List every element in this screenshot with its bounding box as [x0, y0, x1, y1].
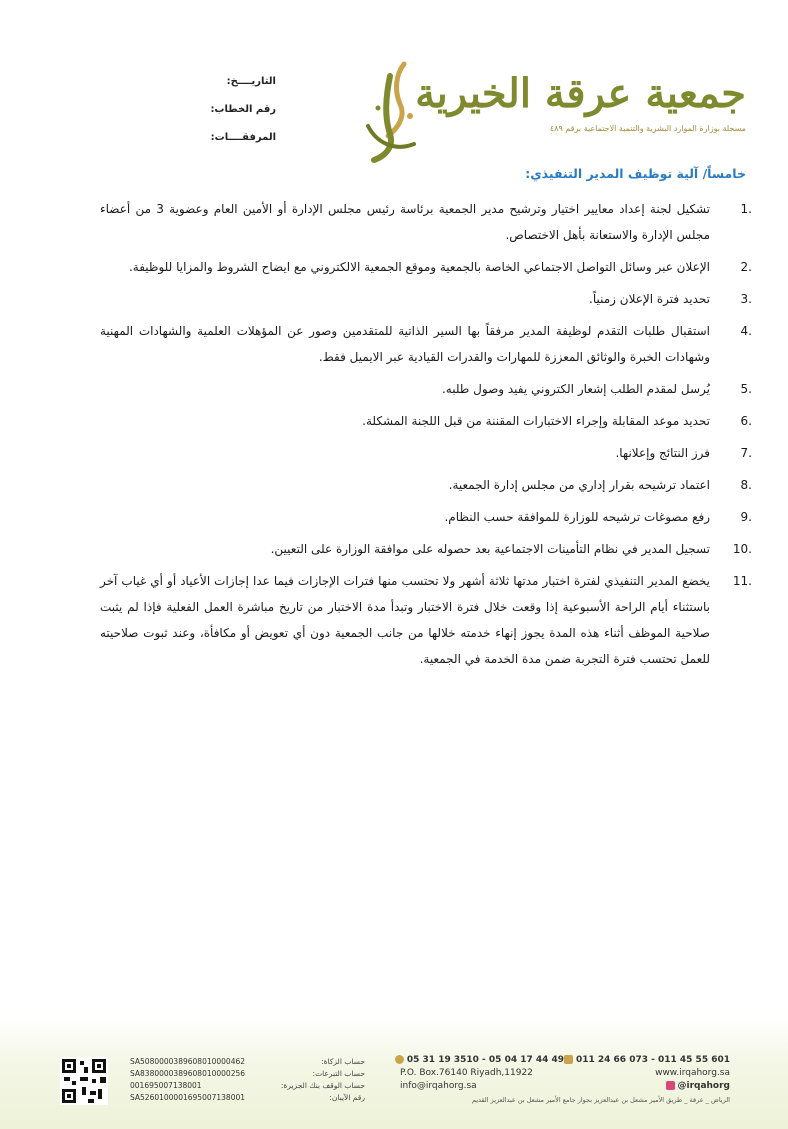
item-text: تسجيل المدير في نظام التأمينات الاجتماعية بعد حصوله على موافقة الوزارة على التعيين. [270, 542, 710, 556]
item-text: رفع مصوغات ترشيحه للوزارة للموافقة حسب النظام. [444, 510, 710, 524]
contact-block [400, 1055, 730, 1104]
list-item [100, 408, 752, 434]
email-link[interactable]: info@irqahorg.sa [400, 1081, 477, 1091]
item-text: تحديد فترة الإعلان زمنياً. [589, 292, 710, 306]
item-text: استقبال طلبات التقدم لوظيفة المدير مرفقاً بها السير الذاتية للمتقدمين وصور عن المؤهلات العلمية والشهادات المهنية وشهادات الخبرة والوثائق المعززة للمهارات والقدرات القيادية عبر الايميل فقط. [100, 324, 710, 364]
address-line: الرياض _ عرقة _ طريق الأمير مشعل بن عبدالعزيز بجوار جامع الأمير مشعل بن عبدالعزيز القديم [471, 1096, 730, 1104]
list-item [100, 286, 752, 312]
item-text: يخضع المدير التنفيذي لفترة اختبار مدتها ثلاثة أشهر ولا تحتسب منها فترات الإجازات فيما عدا إجازات الأعياد أو أي غياب آخر باستثناء أيام الراحة الأسبوعية إذا وقعت خلال فترة الاختبار وتبدأ مدة الاختبار من تاريخ مباشرة العمل الفعلية فإذا لم يثبت صلاحية الموظف أثناء هذه المدة يجوز إنهاء خدمته خلالها من جانب الجمعية دون أي تعويض أو مكافأة، وعند ثبوت صلاحيته للعمل تحتسب فترة التجربة ضمن مدة الخدمة في الجمعية. [100, 574, 710, 666]
phone-icon [564, 1055, 573, 1064]
section-title: خامساً/ آلية توظيف المدير التنفيذي: [525, 166, 746, 181]
bank-row: حساب الزكاة: SA5080000389608010000462 [130, 1057, 365, 1066]
item-number: 9. [740, 510, 752, 524]
website-link[interactable]: www.irqahorg.sa [655, 1068, 730, 1078]
attachments-label: المرفقــــات: [210, 132, 276, 143]
list-item [100, 472, 752, 498]
list-item [100, 440, 752, 466]
qr-code-icon [60, 1057, 108, 1105]
list-item [100, 376, 752, 402]
mobile-phones: 05 31 19 3510 - 05 04 17 44 49 [395, 1055, 564, 1068]
landline-phones: 011 24 66 073 - 011 45 55 601 [564, 1055, 730, 1068]
bank-row: حساب الوقف بنك الجزيرة: 001695007138001 [130, 1081, 365, 1090]
item-number: 7. [740, 446, 752, 460]
item-number: 11. [732, 574, 752, 588]
procedure-list [100, 196, 752, 678]
item-number: 6. [740, 414, 752, 428]
bank-row: رقم الآيبان: SA5260100001695007138001 [130, 1093, 365, 1102]
list-item [100, 196, 752, 248]
item-text: اعتماد ترشيحه بقرار إداري من مجلس إدارة الجمعية. [448, 478, 710, 492]
item-number: 4. [740, 324, 752, 338]
bank-accounts [130, 1057, 365, 1105]
item-number: 3. [740, 292, 752, 306]
item-text: يُرسل لمقدم الطلب إشعار الكتروني يفيد وصول طلبه. [441, 382, 710, 396]
letter-number-label: رقم الخطاب: [210, 104, 276, 115]
social-handle: @irqahorg [666, 1081, 730, 1094]
list-item [100, 568, 752, 672]
item-text: تشكيل لجنة إعداد معايير اختيار وترشيح مدير الجمعية برئاسة رئيس مجلس الإدارة أو الأمين العام وعضوية 3 من أعضاء مجلس الإدارة والاستعانة بأهل الاختصاص. [100, 202, 711, 242]
organization-name: جمعية عرقة الخيرية [415, 70, 746, 117]
item-number: 1. [740, 202, 752, 216]
po-box: P.O. Box.76140 Riyadh,11922 [400, 1068, 533, 1078]
item-text: الإعلان عبر وسائل التواصل الاجتماعي الخاصة بالجمعية وموقع الجمعية الالكتروني مع ايضاح الشروط والمزايا للوظيفة. [128, 260, 710, 274]
item-text: تحديد موعد المقابلة وإجراء الاختبارات المقننة من قبل اللجنة المشكلة. [362, 414, 710, 428]
registration-line: مسجلة بوزارة الموارد البشرية والتنمية الاجتماعية برقم ٤٨٩ [549, 124, 746, 133]
calligraphy-emblem-icon [360, 56, 426, 166]
mobile-icon [395, 1055, 404, 1064]
organization-logo [415, 70, 746, 133]
list-item [100, 318, 752, 370]
date-label: التاريــــخ: [226, 76, 276, 87]
item-number: 5. [740, 382, 752, 396]
letter-meta [196, 75, 276, 159]
list-item [100, 536, 752, 562]
social-icons [666, 1081, 675, 1090]
item-text: فرز النتائج وإعلانها. [615, 446, 710, 460]
item-number: 2. [740, 260, 752, 274]
item-number: 10. [732, 542, 752, 556]
letterhead-footer [0, 1017, 788, 1129]
list-item [100, 254, 752, 280]
item-number: 8. [740, 478, 752, 492]
bank-row: حساب التبرعات: SA8380000389608010000256 [130, 1069, 365, 1078]
list-item [100, 504, 752, 530]
